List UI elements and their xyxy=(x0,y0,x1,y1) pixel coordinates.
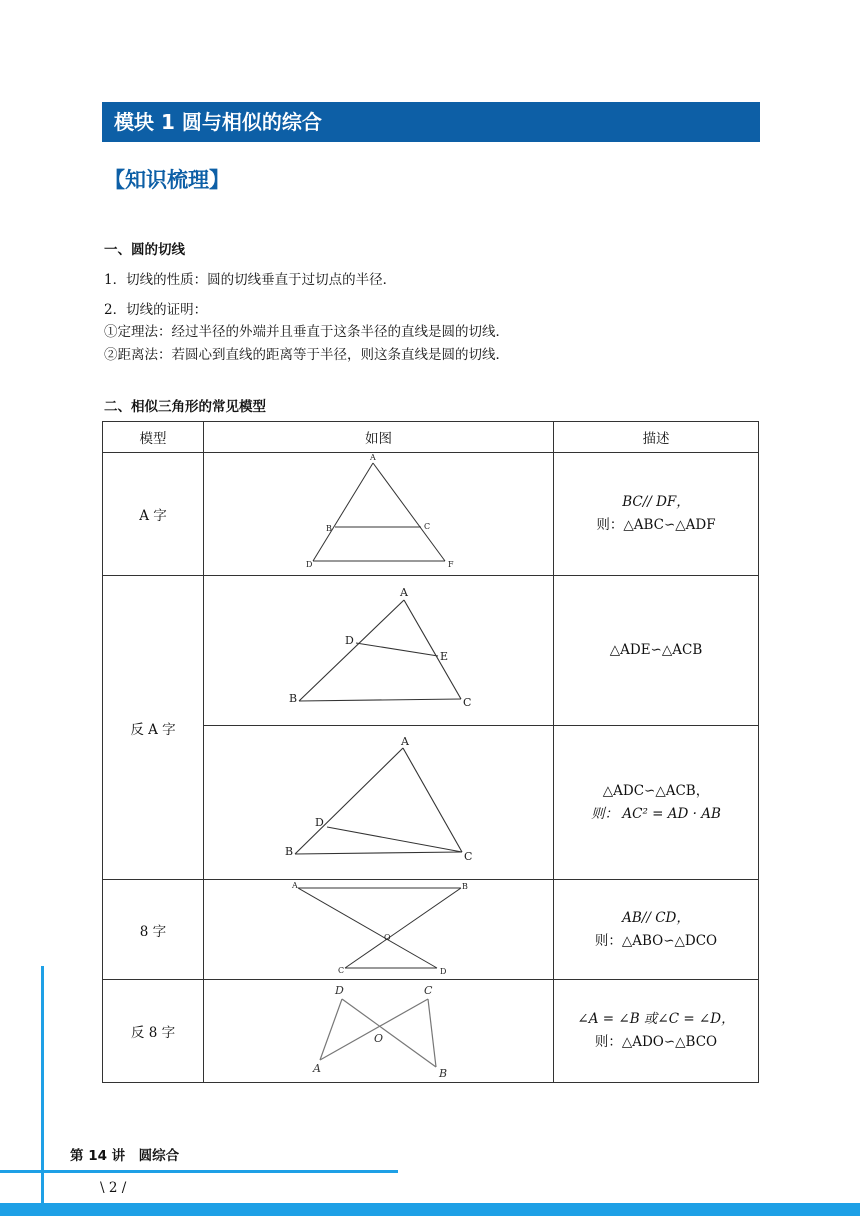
description-cell xyxy=(554,576,759,726)
label-a: A xyxy=(312,1062,321,1075)
label-c: C xyxy=(463,850,472,863)
label-d: D xyxy=(305,560,312,569)
section-heading: 【知识梳理】 xyxy=(104,168,230,192)
desc-line-2: 则：△ADO∽△BCO xyxy=(594,1034,718,1050)
model-name: 8 字 xyxy=(103,880,204,980)
decor-vertical-line xyxy=(41,966,44,1216)
figure-a-shape xyxy=(204,453,554,576)
model-name: A 字 xyxy=(103,453,204,576)
table-row xyxy=(103,576,759,726)
label-o: O xyxy=(373,1032,383,1045)
label-e: E xyxy=(439,650,448,663)
label-b: B xyxy=(438,1067,447,1078)
label-b: B xyxy=(325,524,332,533)
decor-horizontal-line xyxy=(0,1170,398,1173)
desc-line-1: △ADE∽△ACB xyxy=(609,642,703,658)
desc-line-2: 则：△ABC∽△ADF xyxy=(596,517,716,533)
part1-item-2: 2．切线的证明： xyxy=(104,302,208,318)
desc-line-1: △ADC∽△ACB， xyxy=(602,782,710,799)
label-a: A xyxy=(399,586,408,599)
label-d: D xyxy=(439,967,446,975)
model-name: 反 8 字 xyxy=(103,980,204,1083)
eight-shape-diagram xyxy=(205,880,553,975)
model-name: 反 A 字 xyxy=(103,576,204,880)
models-table xyxy=(102,421,759,1083)
module-title: 模块 1 圆与相似的综合 xyxy=(114,110,322,134)
header-description: 描述 xyxy=(554,422,759,453)
header-model: 模型 xyxy=(103,422,204,453)
decor-bottom-bar xyxy=(0,1203,860,1216)
table-header-row xyxy=(103,422,759,453)
reverse-a-diagram-1 xyxy=(205,576,553,721)
label-c: C xyxy=(337,966,344,975)
label-c: C xyxy=(423,522,430,531)
desc-line-2: 则： AC² = AD · AB xyxy=(591,805,721,822)
label-b: B xyxy=(288,692,297,705)
part2-title: 二、相似三角形的常见模型 xyxy=(104,399,266,415)
part1-item-4: ②距离法：若圆心到直线的距离等于半径，则这条直线是圆的切线． xyxy=(104,347,509,363)
desc-line-2: 则：△ABO∽△DCO xyxy=(594,932,718,949)
label-o: O xyxy=(383,933,391,942)
table-row xyxy=(103,453,759,576)
description-cell xyxy=(554,726,759,880)
reverse-a-diagram-2 xyxy=(205,726,553,875)
label-c: C xyxy=(423,984,432,997)
desc-line-1: BC// DF， xyxy=(622,494,690,510)
part1-item-3: ①定理法：经过半径的外端并且垂直于这条半径的直线是圆的切线． xyxy=(104,324,509,340)
desc-line-1: ∠A = ∠B 或∠C = ∠D， xyxy=(577,1011,735,1027)
reverse-eight-diagram xyxy=(205,980,553,1078)
label-a: A xyxy=(369,453,376,462)
desc-line-1: AB// CD， xyxy=(622,909,690,926)
label-d: D xyxy=(334,984,344,997)
part1-title: 一、圆的切线 xyxy=(104,242,185,258)
module-banner xyxy=(102,102,760,142)
label-d: D xyxy=(314,816,324,829)
label-c: C xyxy=(462,696,471,709)
footer-lecture-title: 第 14 讲 圆综合 xyxy=(70,1148,180,1164)
label-b: B xyxy=(461,882,468,891)
label-f: F xyxy=(447,560,454,569)
description-cell xyxy=(554,880,759,980)
a-shape-diagram xyxy=(205,453,553,571)
label-a: A xyxy=(291,881,298,890)
figure-eight-shape xyxy=(204,880,554,980)
figure-reverse-eight xyxy=(204,980,554,1083)
description-cell xyxy=(554,453,759,576)
part1-item-1: 1．切线的性质：圆的切线垂直于过切点的半径． xyxy=(104,272,397,288)
figure-reverse-a-2 xyxy=(204,726,554,880)
page-number: \ 2 / xyxy=(100,1180,127,1196)
label-b: B xyxy=(284,845,293,858)
header-figure: 如图 xyxy=(204,422,554,453)
figure-reverse-a-1 xyxy=(204,576,554,726)
table-row xyxy=(103,980,759,1083)
label-d: D xyxy=(344,634,354,647)
table-row xyxy=(103,880,759,980)
description-cell xyxy=(554,980,759,1083)
label-a: A xyxy=(400,735,409,748)
